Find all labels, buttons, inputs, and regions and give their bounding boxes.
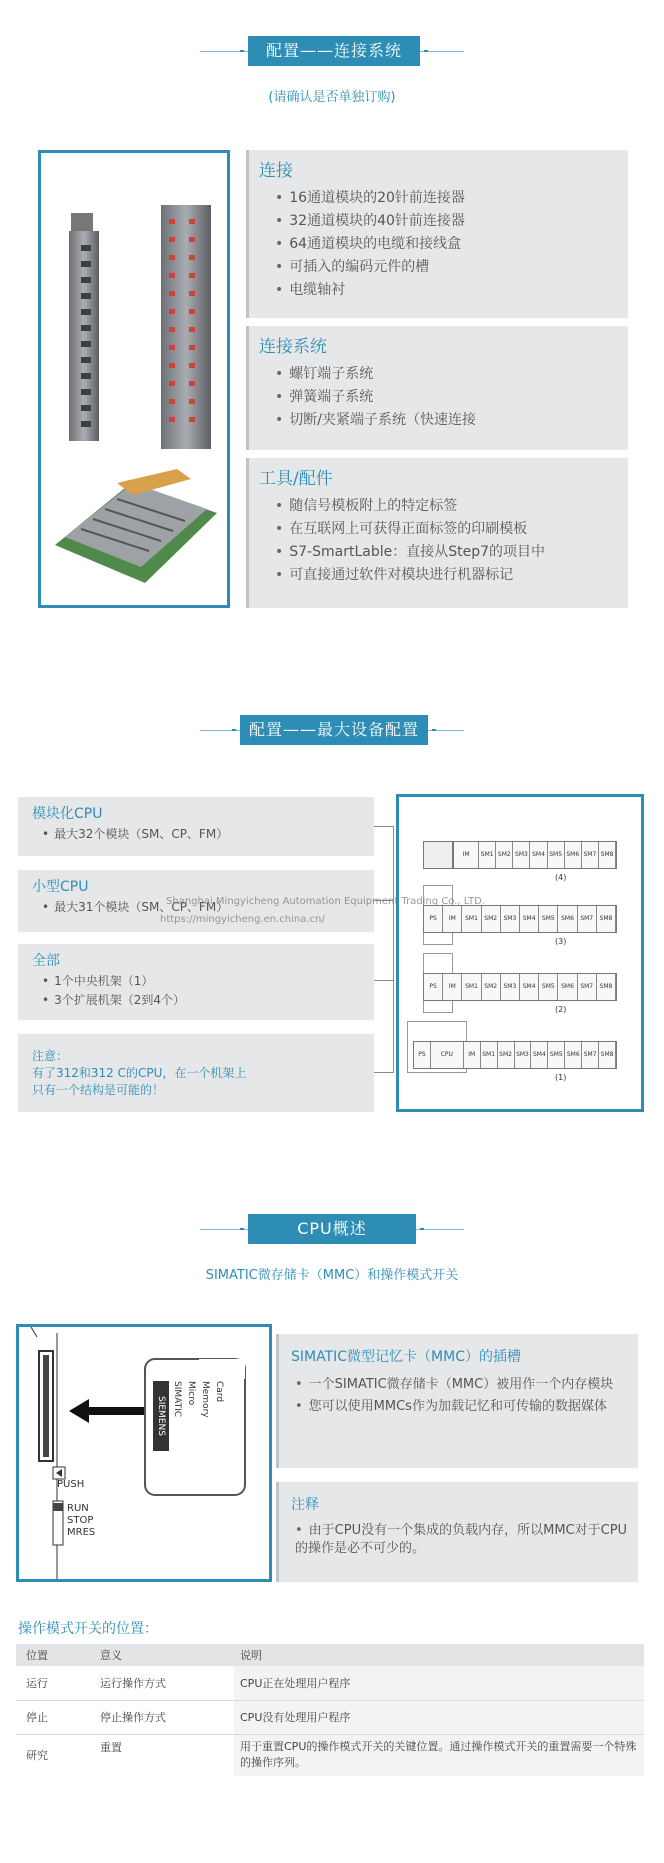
list-item: • 64通道模块的电缆和接线盒	[275, 233, 628, 256]
rack-2	[423, 973, 617, 1001]
list-item: • 切断/夹紧端子系统（快速连接	[275, 409, 628, 432]
rack-slot: SM1	[481, 1042, 498, 1068]
list-item: • 可插入的编码元件的槽	[275, 256, 628, 279]
box-note	[18, 1034, 374, 1112]
list-item: • 最大31个模块（SM、CP、FM）	[42, 898, 374, 917]
rack-label: (3)	[555, 937, 567, 946]
rack-slot: SM6	[565, 1042, 582, 1068]
table-cell: 运行	[26, 1676, 48, 1690]
list-item: • 您可以使用MMCs作为加载记忆和可传输的数据媒体	[295, 1396, 630, 1418]
list-item: • 32通道模块的40针前连接器	[275, 210, 628, 233]
rack-slot: SM7	[578, 906, 597, 932]
mmc-slot-frame	[16, 1324, 272, 1582]
rack-slot: IM	[443, 974, 462, 1000]
card-label: SIMATIC	[172, 1381, 182, 1418]
rack-label: (2)	[555, 1005, 567, 1014]
list-item: • 在互联网上可获得正面标签的印刷模板	[275, 518, 628, 541]
order-note: (请确认是否单独订购)	[268, 90, 396, 105]
rack-slot: SM6	[565, 842, 582, 868]
rack-slot: SM2	[498, 1042, 515, 1068]
rack-diagram-frame	[396, 794, 644, 1112]
rack-slot: SM1	[462, 974, 481, 1000]
switch-mres-label: MRES	[67, 1527, 96, 1538]
rack-slot: SM8	[597, 906, 616, 932]
panel-mmc-slot	[276, 1334, 638, 1468]
rack-slot: SM8	[599, 842, 616, 868]
connector-image-frame	[38, 150, 230, 608]
rack-slot: PS	[424, 974, 443, 1000]
note-line: 只有一个结构是可能的！	[32, 1083, 165, 1097]
list-item: • 一个SIMATIC微存储卡（MMC）被用作一个内存模块	[295, 1374, 630, 1396]
mode-switch-table	[16, 1644, 644, 1776]
rack-slot: PS	[414, 1042, 431, 1068]
rack-slot: SM5	[548, 1042, 565, 1068]
rack-slot: SM8	[597, 974, 616, 1000]
mmc-card	[147, 1375, 243, 1485]
box-heading: 模块化CPU	[32, 806, 103, 822]
table-row	[16, 1734, 644, 1776]
connector-line	[393, 826, 394, 1072]
banner-arrow-icon	[328, 745, 336, 750]
list-item: • 最大32个模块（SM、CP、FM）	[42, 825, 374, 844]
list-item: • 可直接通过软件对模块进行机器标记	[275, 564, 628, 587]
front-connector-image	[41, 153, 227, 605]
table-header-row	[16, 1644, 644, 1666]
column-header: 位置	[26, 1649, 48, 1662]
rack-4	[453, 841, 617, 869]
panel-heading: 连接系统	[259, 337, 327, 357]
rack-slot: SM7	[582, 842, 599, 868]
connector-line	[374, 980, 394, 981]
rack-slot: SM3	[501, 906, 520, 932]
rack-slot: SM4	[520, 906, 539, 932]
section-banner-cpu: CPU概述	[248, 1214, 416, 1244]
rack-3	[423, 905, 617, 933]
section-banner-max-config: 配置——最大设备配置	[240, 715, 428, 745]
table-row	[16, 1700, 644, 1734]
rack-slot: SM2	[482, 906, 501, 932]
table-title: 操作模式开关的位置：	[18, 1621, 158, 1637]
list-item: • 16通道模块的20针前连接器	[275, 187, 628, 210]
note-line: 注意：	[32, 1049, 69, 1063]
rack-slot: CPU	[431, 1042, 464, 1068]
rack-label: (1)	[555, 1073, 567, 1082]
panel-heading: SIMATIC微型记忆卡（MMC）的插槽	[291, 1349, 521, 1365]
rack-rail	[423, 841, 453, 869]
rack-slot: SM4	[520, 974, 539, 1000]
rack-slot: SM4	[531, 1042, 548, 1068]
section-banner-connection: 配置——连接系统	[248, 36, 420, 66]
list-item: • 电缆轴衬	[275, 279, 628, 302]
list-item: • 螺钉端子系统	[275, 363, 628, 386]
column-header: 意义	[100, 1649, 122, 1662]
watermark-text: Shanghai Mingyicheng Automation Equipment Trading Co., LTD.	[166, 896, 485, 907]
list-item: • 由于CPU没有一个集成的负载内存，所以MMC对于CPU的操作是必不可少的。	[295, 1522, 630, 1558]
rack-slot: SM8	[599, 1042, 616, 1068]
connector-line	[374, 1072, 394, 1073]
rack-slot: SM7	[578, 974, 597, 1000]
list-item: • 3个扩展机架（2到4个）	[42, 991, 374, 1010]
watermark-url: https://mingyicheng.en.china.cn/	[160, 914, 325, 925]
switch-stop-label: STOP	[67, 1515, 94, 1526]
table-cell: 停止操作方式	[100, 1711, 166, 1724]
connector-line	[374, 826, 394, 827]
list-item: • 弹簧端子系统	[275, 386, 628, 409]
table-row	[16, 1666, 644, 1700]
switch-run-label: RUN	[67, 1503, 89, 1514]
box-modular-cpu	[18, 797, 374, 856]
rack-slot: SM2	[496, 842, 513, 868]
list-item: • S7-SmartLable：直接从Step7的项目中	[275, 541, 628, 564]
banner-arrow-icon	[328, 66, 336, 71]
mode-switch-labels	[67, 1503, 95, 1539]
panel-connection	[246, 150, 628, 318]
rack-slot: SM7	[582, 1042, 599, 1068]
panel-heading: 连接	[259, 161, 293, 181]
table-cell: 运行操作方式	[100, 1676, 166, 1690]
panel-connection-system	[246, 326, 628, 450]
rack-label: (4)	[555, 873, 567, 882]
list-item: • 1个中央机架（1）	[42, 972, 374, 991]
rack-slot: SM1	[462, 906, 481, 932]
box-heading: 全部	[32, 953, 60, 969]
rack-slot: SM6	[558, 974, 577, 1000]
rack-slot: SM5	[539, 906, 558, 932]
table-cell: 研究	[26, 1749, 48, 1763]
list-item: • 随信号模板附上的特定标签	[275, 495, 628, 518]
rack-1	[413, 1041, 617, 1069]
box-heading: 小型CPU	[32, 879, 89, 895]
cpu-subtitle: SIMATIC微存储卡（MMC）和操作模式开关	[205, 1268, 459, 1283]
table-cell: CPU没有处理用户程序	[234, 1700, 644, 1734]
rack-slot: IM	[464, 1042, 481, 1068]
banner-arrow-icon	[328, 1244, 336, 1249]
rack-slot: IM	[454, 842, 479, 868]
push-label: PUSH	[57, 1479, 85, 1490]
table-cell: 用于重置CPU的操作模式开关的关键位置。通过操作模式开关的重置需要一个特殊的操作序列。	[234, 1734, 644, 1776]
rack-slot: SM3	[501, 974, 520, 1000]
rack-slot: SM6	[558, 906, 577, 932]
rack-slot: SM1	[479, 842, 496, 868]
table-cell: CPU正在处理用户程序	[234, 1666, 644, 1700]
rack-slot: SM3	[513, 842, 530, 868]
rack-slot: SM4	[530, 842, 547, 868]
box-total	[18, 944, 374, 1020]
rack-slot: SM5	[539, 974, 558, 1000]
rack-slot: IM	[443, 906, 462, 932]
panel-tools	[246, 458, 628, 608]
rack-slot: SM2	[482, 974, 501, 1000]
rack-slot: PS	[424, 906, 443, 932]
card-label: Memory	[200, 1381, 210, 1418]
card-label: Micro	[186, 1381, 196, 1406]
note-line: 有了312和312 C的CPU，在一个机架上	[32, 1066, 247, 1080]
panel-heading: 工具/配件	[259, 469, 333, 489]
rack-slot: SM3	[515, 1042, 532, 1068]
column-header: 说明	[240, 1649, 262, 1662]
panel-note	[276, 1482, 638, 1582]
card-label: Card	[214, 1381, 224, 1403]
siemens-logo: SIEMENS	[153, 1381, 169, 1451]
rack-slot: SM5	[548, 842, 565, 868]
panel-heading: 注释	[291, 1497, 319, 1513]
table-cell: 停止	[26, 1711, 48, 1724]
table-cell: 重置	[100, 1740, 122, 1754]
